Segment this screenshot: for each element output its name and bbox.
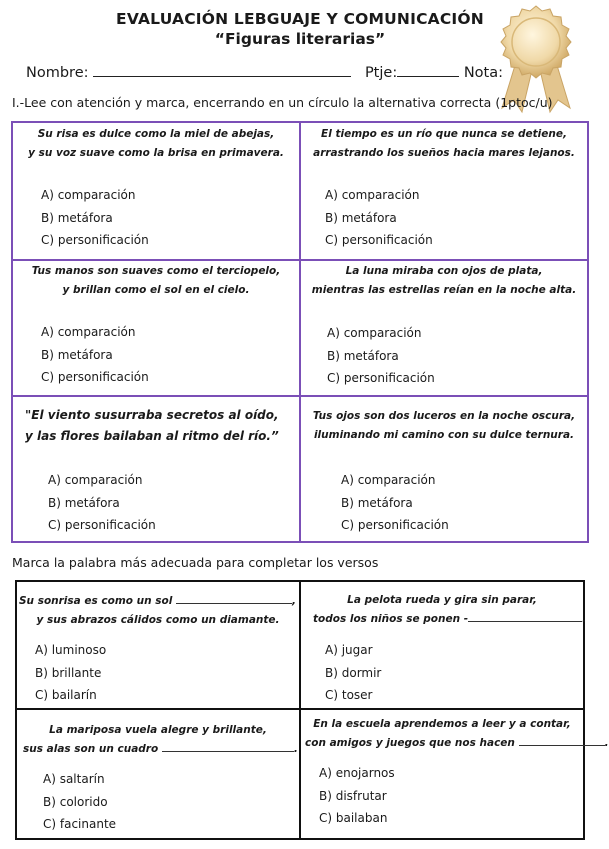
option-a[interactable]: A) comparación: [48, 473, 143, 487]
verse-line: con amigos y juegos que nos hacen .: [305, 737, 609, 749]
name-field[interactable]: [93, 62, 351, 77]
option-c[interactable]: C) personificación: [325, 233, 433, 247]
option-a[interactable]: A) comparación: [41, 325, 136, 339]
verse-line: y brillan como el sol en el cielo.: [62, 284, 250, 296]
answer-blank[interactable]: [468, 611, 582, 622]
score-label: Ptje:: [364, 65, 398, 81]
options-list: [43, 768, 116, 836]
option-b[interactable]: B) metáfora: [341, 495, 413, 510]
verse-line: y sus abrazos cálidos como un diamante.: [36, 614, 280, 626]
option-a[interactable]: A) comparación: [41, 188, 136, 202]
option-c[interactable]: C) personificación: [41, 233, 149, 247]
verse-line: En la escuela aprendemos a leer y a contar,: [313, 718, 571, 730]
student-info-line: [26, 62, 503, 81]
question-cell: [300, 260, 588, 396]
verse-line: sus alas son un cuadro .: [23, 743, 298, 755]
option-b[interactable]: B) metáfora: [41, 347, 113, 362]
verse-line: y las flores bailaban al ritmo del río.”: [25, 429, 279, 443]
answer-blank[interactable]: [519, 735, 605, 746]
option-a[interactable]: A) comparación: [341, 473, 436, 487]
options-list: [41, 321, 149, 389]
verse-line: La pelota rueda y gira sin parar,: [347, 594, 537, 606]
question-cell: [300, 581, 587, 709]
verse-line: y su voz suave como la brisa en primavera.: [28, 147, 284, 159]
figures-grid: [11, 121, 589, 543]
name-label: Nombre:: [26, 65, 89, 81]
verse-line: iluminando mi camino con su dulce ternura.: [313, 429, 575, 441]
score-field[interactable]: [397, 62, 459, 77]
option-b[interactable]: B) disfrutar: [319, 788, 387, 803]
options-list: [341, 469, 449, 537]
option-c[interactable]: C) personificación: [327, 371, 435, 385]
option-b[interactable]: B) brillante: [35, 665, 102, 680]
question-cell: [12, 396, 300, 542]
section2-instruction: Marca la palabra más adecuada para completar los versos: [12, 555, 379, 570]
option-a[interactable]: A) comparación: [325, 188, 420, 202]
option-c[interactable]: C) personificación: [341, 518, 449, 532]
option-a[interactable]: A) enojarnos: [319, 766, 395, 780]
verse-line: "El viento susurraba secretos al oído,: [25, 408, 279, 422]
option-c[interactable]: C) bailarín: [35, 688, 97, 702]
question-cell: [12, 122, 300, 260]
option-a[interactable]: A) luminoso: [35, 643, 107, 657]
options-list: [325, 639, 381, 707]
verse-line: todos los niños se ponen - .: [313, 613, 587, 625]
section1-instruction: I.-Lee con atención y marca, encerrando en un círculo la alternativa correcta (1ptoc/u): [12, 95, 553, 110]
option-c[interactable]: C) personificación: [48, 518, 156, 532]
option-a[interactable]: A) saltarín: [43, 772, 105, 786]
verse-line: Tus manos son suaves como el terciopelo,: [31, 265, 281, 277]
verse-line: Su risa es dulce como la miel de abejas,: [37, 128, 275, 140]
question-cell: [16, 581, 300, 709]
option-b[interactable]: B) metáfora: [327, 348, 399, 363]
page-title: EVALUACIÓN LEBGUAJE Y COMUNICACIÓN: [116, 10, 484, 28]
question-cell: [16, 709, 300, 839]
option-c[interactable]: C) facinante: [43, 817, 117, 831]
option-b[interactable]: B) dormir: [325, 665, 382, 680]
answer-blank[interactable]: [162, 741, 294, 752]
question-cell: [12, 260, 300, 396]
question-cell: [300, 396, 588, 542]
verse-line: mientras las estrellas reían en la noche alta.: [311, 284, 577, 296]
verse-line: La mariposa vuela alegre y brillante,: [49, 724, 267, 736]
verse-line: El tiempo es un río que nunca se detiene,: [321, 128, 567, 140]
option-c[interactable]: C) personificación: [41, 370, 149, 384]
question-cell: [300, 122, 588, 260]
answer-blank[interactable]: [176, 593, 292, 604]
option-b[interactable]: B) colorido: [43, 794, 108, 809]
option-b[interactable]: B) metáfora: [325, 210, 397, 225]
options-list: [327, 322, 435, 390]
option-a[interactable]: A) jugar: [325, 643, 373, 657]
options-list: [41, 184, 149, 252]
options-list: [35, 639, 106, 707]
complete-verses-grid: [15, 580, 609, 840]
page-subtitle: “Figuras literarias”: [214, 30, 386, 48]
option-b[interactable]: B) metáfora: [48, 495, 120, 510]
option-c[interactable]: C) bailaban: [319, 811, 388, 825]
option-a[interactable]: A) comparación: [327, 326, 422, 340]
verse-line: arrastrando los sueños hacia mares lejanos.: [313, 147, 575, 159]
option-b[interactable]: B) metáfora: [41, 210, 113, 225]
options-list: [325, 184, 433, 252]
grade-label: Nota:: [463, 65, 503, 81]
option-c[interactable]: C) toser: [325, 688, 373, 702]
verse-line: Tus ojos son dos luceros en la noche oscura,: [312, 410, 576, 422]
verse-line: Su sonrisa es como un sol ,: [19, 595, 296, 607]
verse-line: La luna miraba con ojos de plata,: [345, 265, 543, 277]
question-cell: [300, 709, 609, 839]
options-list: [319, 762, 395, 830]
options-list: [48, 469, 156, 537]
